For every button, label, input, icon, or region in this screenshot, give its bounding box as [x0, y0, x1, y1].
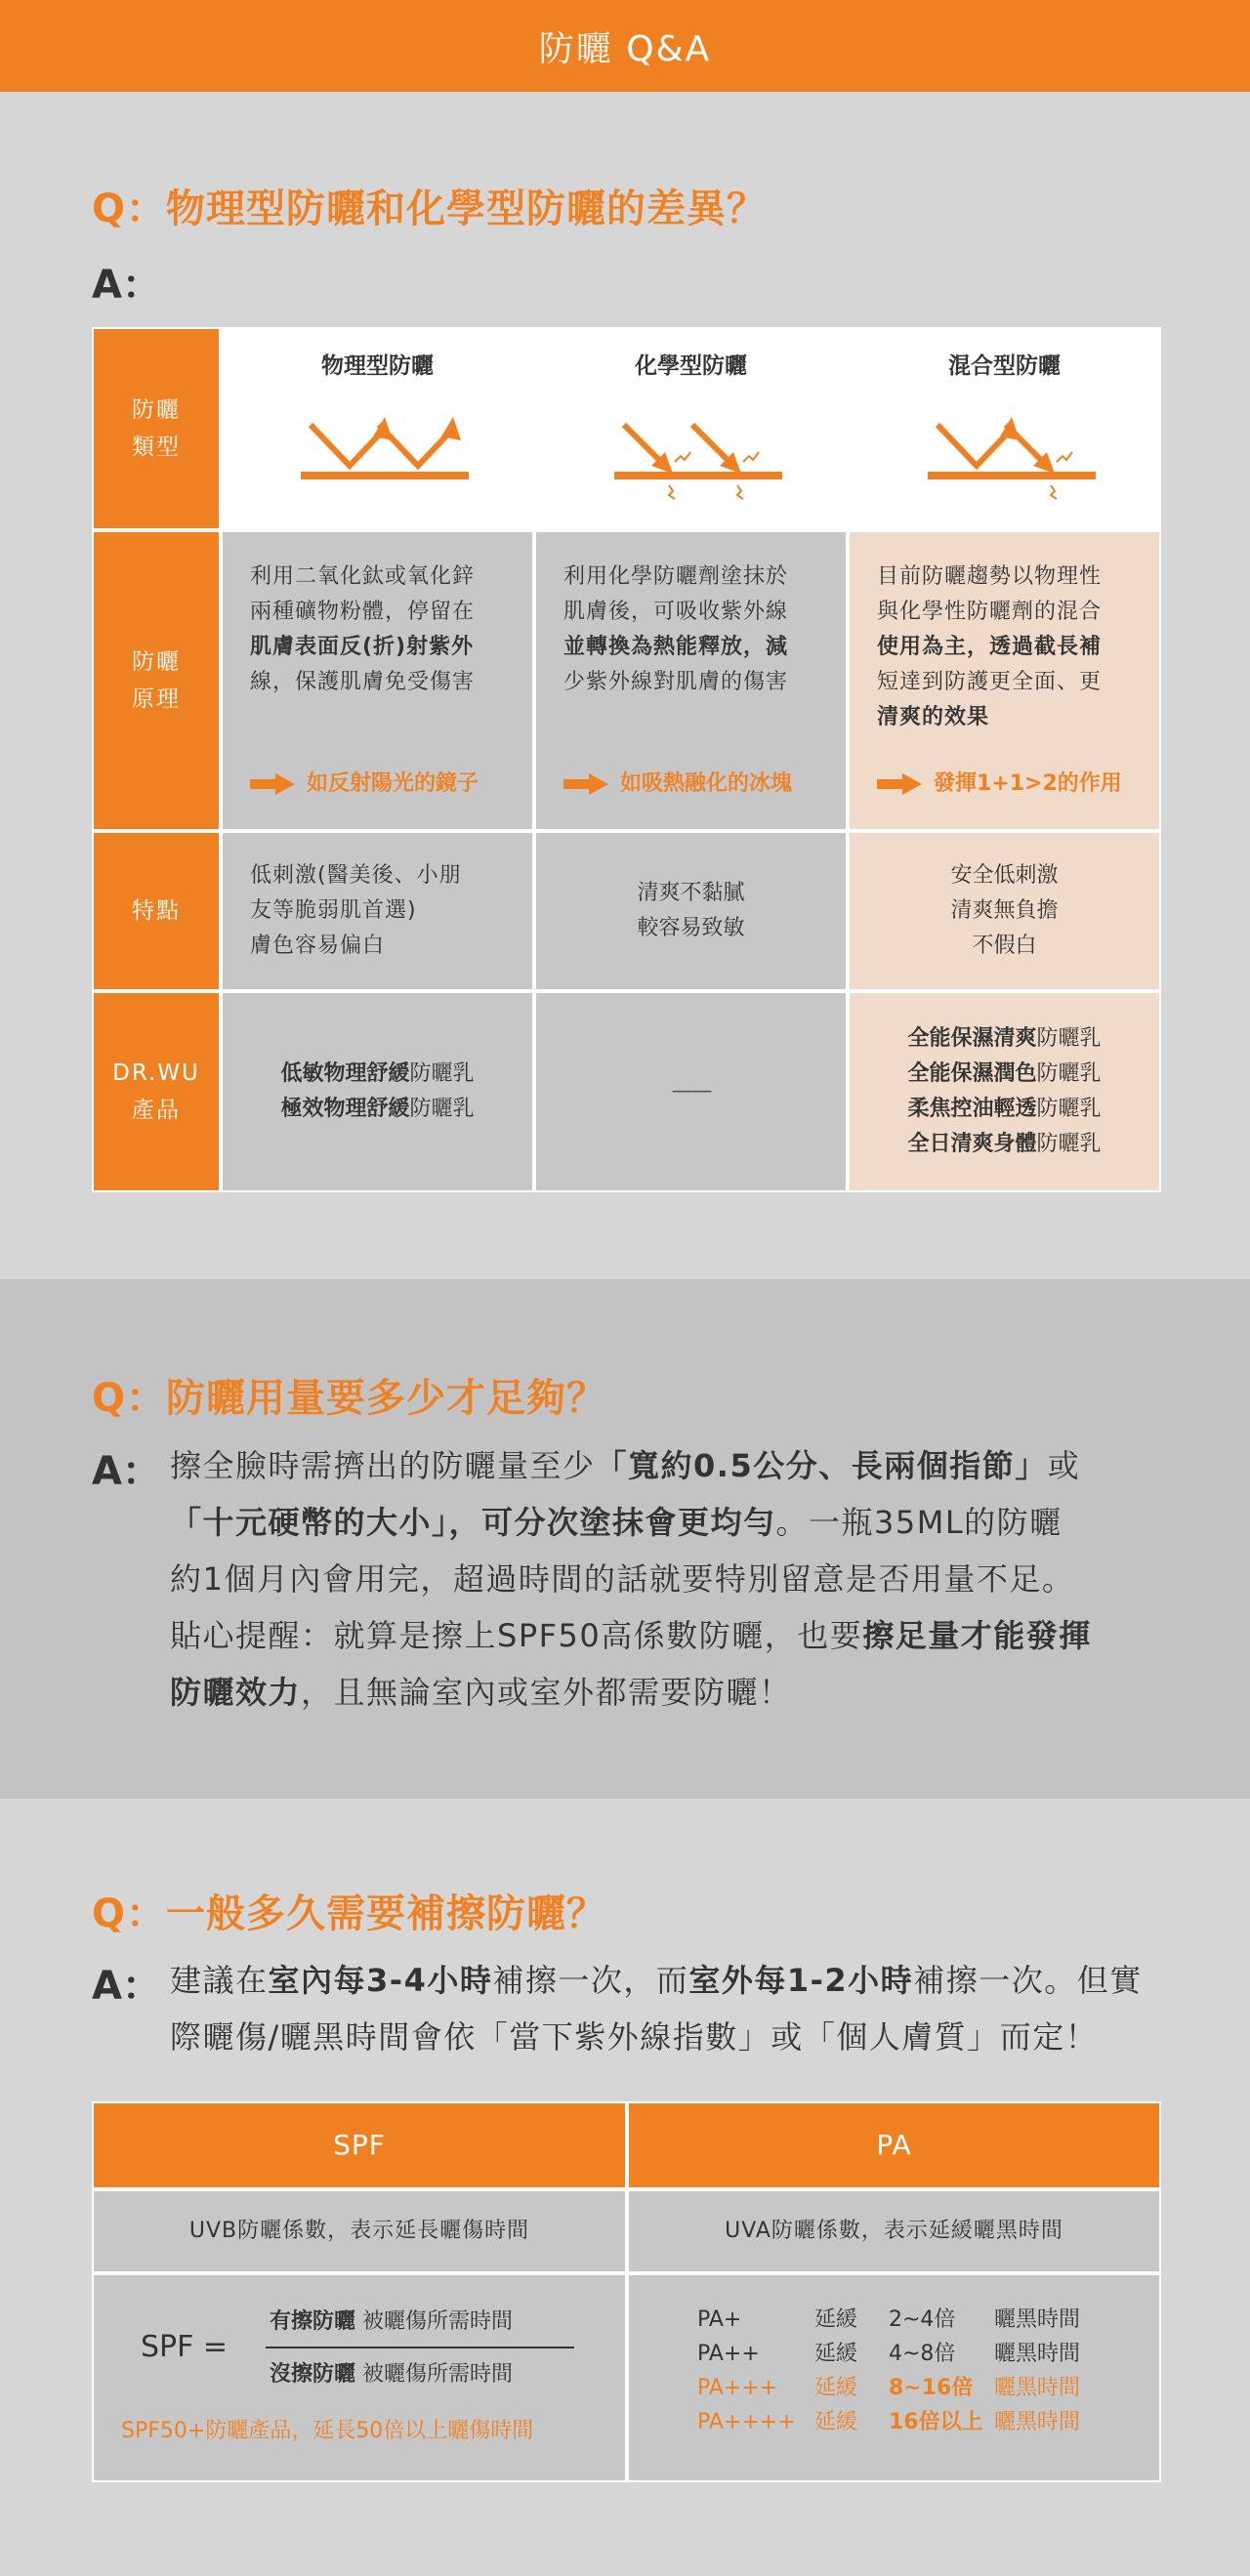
answer-line	[170, 1952, 1162, 2009]
text-line: 線，保護肌膚免受傷害	[250, 670, 476, 694]
pa-result: 曬黑時間	[994, 2410, 1081, 2434]
page-title: 防曬 Q&A	[538, 28, 712, 69]
spf-numerator	[270, 2305, 513, 2340]
metaphor	[877, 767, 1122, 802]
text-line: 少紫外線對肌膚的傷害	[563, 670, 789, 694]
fraction-line	[266, 2347, 574, 2348]
pa-level: PA+	[697, 2307, 742, 2332]
principle-chemical	[534, 530, 848, 831]
metaphor-text: 如反射陽光的鏡子	[307, 771, 479, 796]
spf-denominator	[270, 2357, 513, 2392]
row-label: 特點	[132, 898, 181, 924]
pa-row	[697, 2303, 1080, 2337]
pa-level: PA+++	[697, 2376, 778, 2400]
text-span: 補擦一次。但實	[913, 1962, 1143, 1999]
products-physical	[221, 991, 534, 1192]
text-line: 短達到防護更全面、更	[877, 670, 1103, 694]
products-hybrid	[848, 991, 1161, 1192]
principle-text	[250, 560, 515, 700]
text-line: 並轉換為熱能釋放，減	[563, 635, 789, 659]
features-physical	[221, 831, 534, 991]
product-name: 全日清爽身體	[907, 1132, 1037, 1156]
text-line: 清爽的效果	[877, 705, 990, 729]
col-physical	[221, 327, 534, 530]
comparison-table	[92, 327, 1161, 1192]
pa-levels	[697, 2303, 1080, 2439]
text-line: 膚色容易偏白	[250, 934, 386, 958]
pa-description: UVA防曬係數，表示延緩曬黑時間	[627, 2189, 1161, 2273]
q2-question: Q：防曬用量要多少才足夠？	[92, 1376, 607, 1421]
text-line: 清爽不黏膩	[637, 881, 745, 905]
pa-mult: 4~8倍	[889, 2342, 956, 2366]
product-name: 全能保濕潤色	[907, 1061, 1037, 1086]
col-chemical	[534, 327, 848, 530]
features-text	[637, 876, 744, 946]
text-line: 肌膚表面反(折)射紫外	[250, 635, 475, 659]
text-line: 清爽無負擔	[950, 898, 1059, 923]
answer-line	[170, 1607, 1162, 1664]
q3-answer	[170, 1952, 1162, 2065]
q2-answer	[170, 1437, 1162, 1721]
pa-row	[697, 2405, 1080, 2439]
product-item[interactable]	[907, 1092, 1101, 1127]
metaphor	[250, 767, 479, 802]
pa-verb: 延緩	[814, 2307, 858, 2332]
pa-level: PA++	[697, 2342, 760, 2366]
text-line: 利用化學防曬劑塗抹於	[563, 564, 789, 589]
spf-pa-table	[92, 2101, 1161, 2482]
arrow-right-icon	[563, 773, 610, 795]
spf-note: SPF50+防曬產品，延長50倍以上曬傷時間	[121, 2419, 534, 2443]
text-bold: 擦足量才能發揮	[862, 1617, 1092, 1654]
metaphor-text: 發揮1+1>2的作用	[934, 771, 1122, 796]
pa-verb: 延緩	[814, 2376, 858, 2400]
row-label: 原理	[132, 686, 181, 712]
text-line: 目前防曬趨勢以物理性	[877, 564, 1103, 589]
text-bold: 室外每1-2小時	[688, 1962, 914, 1999]
features-chemical	[534, 831, 848, 991]
text-span: 約1個月內會用完，超過時間的話就要特別留意是否用量不足。	[170, 1560, 1075, 1598]
text-span: ，且無論室內或室外都需要防曬！	[301, 1674, 792, 1711]
text-line: 肌膚後，可吸收紫外線	[563, 600, 789, 624]
text-line: 利用二氧化鈦或氧化鋅	[250, 564, 476, 589]
text-bold: 「寬約0.5公分、長兩個指節」	[595, 1447, 1048, 1484]
text-bold: 防曬效力	[170, 1674, 302, 1711]
pa-result: 曬黑時間	[994, 2342, 1081, 2366]
answer-line	[170, 1494, 1162, 1551]
pa-result: 曬黑時間	[994, 2307, 1081, 2332]
principle-text	[877, 560, 1142, 735]
pa-verb: 延緩	[814, 2410, 858, 2434]
col-header: 混合型防曬	[948, 353, 1061, 379]
text-bold: 沒擦防曬	[270, 2362, 356, 2387]
principle-text	[563, 560, 828, 700]
spf-formula-label: SPF =	[141, 2330, 229, 2364]
row-label: 產品	[131, 1098, 181, 1123]
row-header-products	[92, 991, 221, 1192]
q3-question: Q：一般多久需要補擦防曬？	[92, 1891, 607, 1936]
pa-verb: 延緩	[814, 2342, 858, 2366]
text-line: 友等脆弱肌首選)	[250, 898, 417, 923]
text-span: 被曬傷所需時間	[355, 2309, 514, 2334]
text-span: 被曬傷所需時間	[355, 2362, 514, 2387]
text-line: 不假白	[972, 934, 1037, 958]
features-hybrid	[848, 831, 1161, 991]
product-type: 防曬乳	[1036, 1061, 1102, 1086]
pa-row	[697, 2337, 1080, 2371]
text-line: 與化學性防曬劑的混合	[877, 600, 1103, 624]
q1-answer-label: A：	[92, 263, 161, 308]
text-span: 貼心提醒：就算是擦上SPF50高係數防曬，也要	[170, 1617, 863, 1654]
arrow-right-icon	[877, 773, 924, 795]
product-type: 防曬乳	[409, 1097, 475, 1121]
text-line: 低刺激(醫美後、小朋	[250, 863, 462, 888]
text-line: 兩種礦物粉體，停留在	[250, 600, 476, 624]
product-item[interactable]	[280, 1057, 474, 1092]
product-type: 防曬乳	[1036, 1026, 1102, 1051]
pa-mult: 8~16倍	[889, 2376, 974, 2400]
section-q2	[0, 1279, 1250, 1799]
empty-dash: ——	[671, 1079, 711, 1103]
text-span: 補擦一次，而	[492, 1962, 689, 1999]
text-bold: 有擦防曬	[270, 2309, 356, 2334]
text-span: 或	[1047, 1447, 1081, 1484]
text-span: 。一瓶35ML的防曬	[775, 1504, 1062, 1541]
pa-levels-cell	[627, 2273, 1161, 2482]
product-name: 全能保濕清爽	[907, 1026, 1037, 1051]
answer-line	[170, 1664, 1162, 1721]
product-name: 柔焦控油輕透	[907, 1097, 1037, 1121]
pa-mult: 16倍以上	[889, 2410, 983, 2434]
metaphor	[563, 767, 792, 802]
product-type: 防曬乳	[1036, 1097, 1102, 1121]
text-span: 建議在	[170, 1962, 269, 1999]
col-header: 物理型防曬	[321, 353, 434, 379]
product-name: 極效物理舒緩	[280, 1097, 410, 1121]
features-text	[950, 858, 1058, 964]
col-hybrid	[848, 327, 1161, 530]
text-span: 際曬傷/曬黑時間會依「當下紫外線指數」或「個人膚質」而定！	[170, 2018, 1099, 2056]
products-list	[280, 1057, 474, 1127]
answer-line	[170, 2009, 1162, 2065]
products-list	[907, 1021, 1101, 1162]
product-item[interactable]	[907, 1021, 1101, 1057]
features-text	[250, 858, 515, 964]
pa-mult: 2~4倍	[889, 2307, 956, 2332]
row-label: DR.WU	[112, 1060, 200, 1086]
pa-result: 曬黑時間	[994, 2376, 1081, 2400]
pa-header: PA	[627, 2101, 1161, 2189]
row-label: 防曬	[132, 649, 181, 675]
q1-question: Q：物理型防曬和化學型防曬的差異？	[92, 187, 768, 231]
principle-hybrid	[848, 530, 1161, 831]
col-header: 化學型防曬	[635, 353, 747, 379]
answer-line	[170, 1551, 1162, 1607]
metaphor-text: 如吸熱融化的冰塊	[620, 771, 793, 796]
row-header-features	[92, 831, 221, 991]
arrow-right-icon	[250, 773, 297, 795]
pa-row	[697, 2371, 1080, 2405]
text-bold: 室內每3-4小時	[268, 1962, 493, 1999]
row-label: 防曬	[132, 397, 181, 423]
answer-line	[170, 1437, 1162, 1494]
spf-header: SPF	[92, 2101, 627, 2189]
pa-level: PA++++	[697, 2410, 796, 2434]
page-header	[0, 0, 1250, 92]
product-name: 低敏物理舒緩	[280, 1061, 410, 1086]
spf-formula-cell	[92, 2273, 627, 2482]
text-bold: 「十元硬幣的大小」，可分次塗抹會更均勻	[170, 1504, 776, 1541]
absorb-icon	[604, 407, 790, 505]
product-type: 防曬乳	[1036, 1132, 1102, 1156]
row-header-principle	[92, 530, 221, 831]
text-span: 擦全臉時需擠出的防曬量至少	[170, 1447, 596, 1484]
row-label: 類型	[132, 435, 181, 460]
spf-description: UVB防曬係數，表示延長曬傷時間	[92, 2189, 627, 2273]
q3-answer-label: A：	[92, 1964, 161, 2009]
reflect-icon	[291, 407, 477, 485]
product-item[interactable]	[907, 1057, 1101, 1092]
product-item[interactable]	[280, 1092, 474, 1127]
text-line: 使用為主，透過截長補	[877, 635, 1103, 659]
q2-answer-label: A：	[92, 1449, 161, 1494]
row-header-type	[92, 327, 221, 530]
principle-physical	[221, 530, 534, 831]
product-item[interactable]	[907, 1127, 1101, 1162]
text-line: 安全低刺激	[950, 863, 1059, 888]
text-line: 較容易致敏	[637, 916, 745, 940]
hybrid-icon	[918, 407, 1104, 505]
products-chemical	[534, 991, 848, 1192]
product-type: 防曬乳	[409, 1061, 475, 1086]
